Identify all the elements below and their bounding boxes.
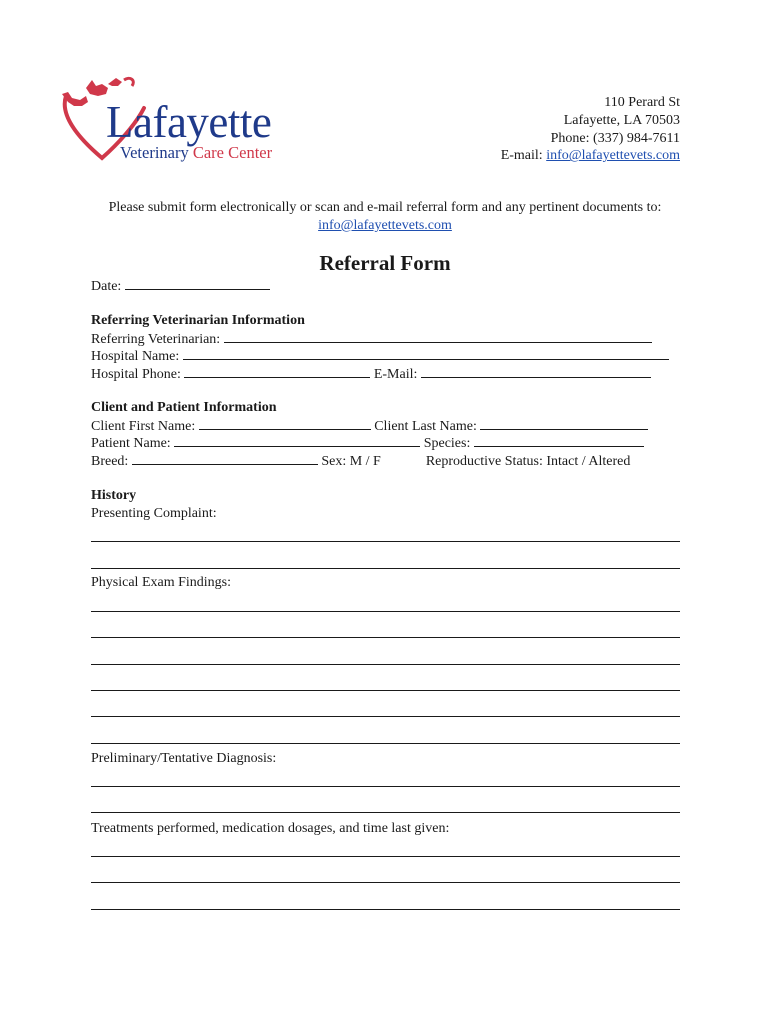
- exam-line-6[interactable]: [91, 743, 680, 744]
- complaint-line-1[interactable]: [91, 541, 680, 542]
- species-label: Species:: [423, 436, 471, 451]
- patient-row: [91, 434, 644, 453]
- hospital-phone-row: [91, 365, 651, 384]
- history-heading: History: [91, 488, 137, 503]
- client-name-row: [91, 417, 648, 436]
- instructions-text: Please submit form electronically or scan and e-mail referral form and any pertinent documents to:: [108, 200, 662, 215]
- client-first-field[interactable]: [199, 417, 371, 430]
- referring-vet-label: Referring Veterinarian:: [91, 332, 221, 347]
- breed-label: Breed:: [91, 454, 129, 469]
- address-city: Lafayette, LA 70503: [563, 112, 680, 128]
- exam-line-3[interactable]: [91, 664, 680, 665]
- hospital-phone-label: Hospital Phone:: [91, 367, 181, 382]
- vet-email-field[interactable]: [421, 365, 651, 378]
- diagnosis-line-1[interactable]: [91, 786, 680, 787]
- referring-vet-field[interactable]: [224, 330, 652, 343]
- exam-line-2[interactable]: [91, 637, 680, 638]
- hospital-name-row: [91, 347, 669, 366]
- exam-label: Physical Exam Findings:: [91, 575, 231, 590]
- client-last-field[interactable]: [480, 417, 648, 430]
- complaint-label: Presenting Complaint:: [91, 506, 217, 521]
- address-email-label: E-mail:: [500, 148, 547, 164]
- sex-label: Sex: M / F: [321, 454, 381, 469]
- logo-subtitle-part2: Care Center: [192, 143, 273, 162]
- logo-subtitle-part1: Veterinary: [120, 143, 189, 162]
- breed-row: [91, 452, 630, 471]
- client-first-label: Client First Name:: [91, 419, 196, 434]
- patient-name-field[interactable]: [174, 434, 420, 447]
- client-last-label: Client Last Name:: [374, 419, 477, 434]
- exam-line-1[interactable]: [91, 611, 680, 612]
- form-title: Referral Form: [319, 251, 451, 275]
- logo-brand: Lafayette: [106, 97, 272, 147]
- treatments-line-2[interactable]: [91, 882, 680, 883]
- hospital-name-label: Hospital Name:: [91, 349, 180, 364]
- clinic-address: [501, 94, 680, 165]
- complaint-line-2[interactable]: [91, 568, 680, 569]
- diagnosis-line-2[interactable]: [91, 812, 680, 813]
- referring-vet-row: [91, 330, 652, 349]
- address-phone: Phone: (337) 984-7611: [550, 130, 680, 146]
- clinic-logo: [58, 74, 318, 170]
- client-heading: Client and Patient Information: [91, 400, 277, 415]
- address-email-link[interactable]: info@lafayettevets.com: [546, 148, 680, 164]
- treatments-line-3[interactable]: [91, 909, 680, 910]
- patient-name-label: Patient Name:: [91, 436, 171, 451]
- hospital-name-field[interactable]: [183, 347, 669, 360]
- hospital-phone-field[interactable]: [184, 365, 370, 378]
- submission-instructions: [60, 199, 710, 235]
- breed-field[interactable]: [132, 452, 318, 465]
- diagnosis-label: Preliminary/Tentative Diagnosis:: [91, 751, 277, 766]
- treatments-line-1[interactable]: [91, 856, 680, 857]
- treatments-label: Treatments performed, medication dosages, and time last given:: [91, 821, 450, 836]
- date-row: [91, 277, 270, 296]
- address-street: 110 Perard St: [604, 95, 680, 110]
- logo-subtitle: [120, 145, 272, 162]
- exam-line-5[interactable]: [91, 716, 680, 717]
- vet-email-label: E-Mail:: [373, 367, 418, 382]
- instructions-email-link[interactable]: info@lafayettevets.com: [318, 218, 452, 233]
- date-label: Date:: [91, 279, 122, 294]
- referring-heading: Referring Veterinarian Information: [91, 313, 305, 328]
- exam-line-4[interactable]: [91, 690, 680, 691]
- repro-status-label: Reproductive Status: Intact / Altered: [425, 454, 631, 469]
- date-field[interactable]: [125, 277, 270, 290]
- species-field[interactable]: [474, 434, 644, 447]
- address-email-line: [501, 147, 680, 165]
